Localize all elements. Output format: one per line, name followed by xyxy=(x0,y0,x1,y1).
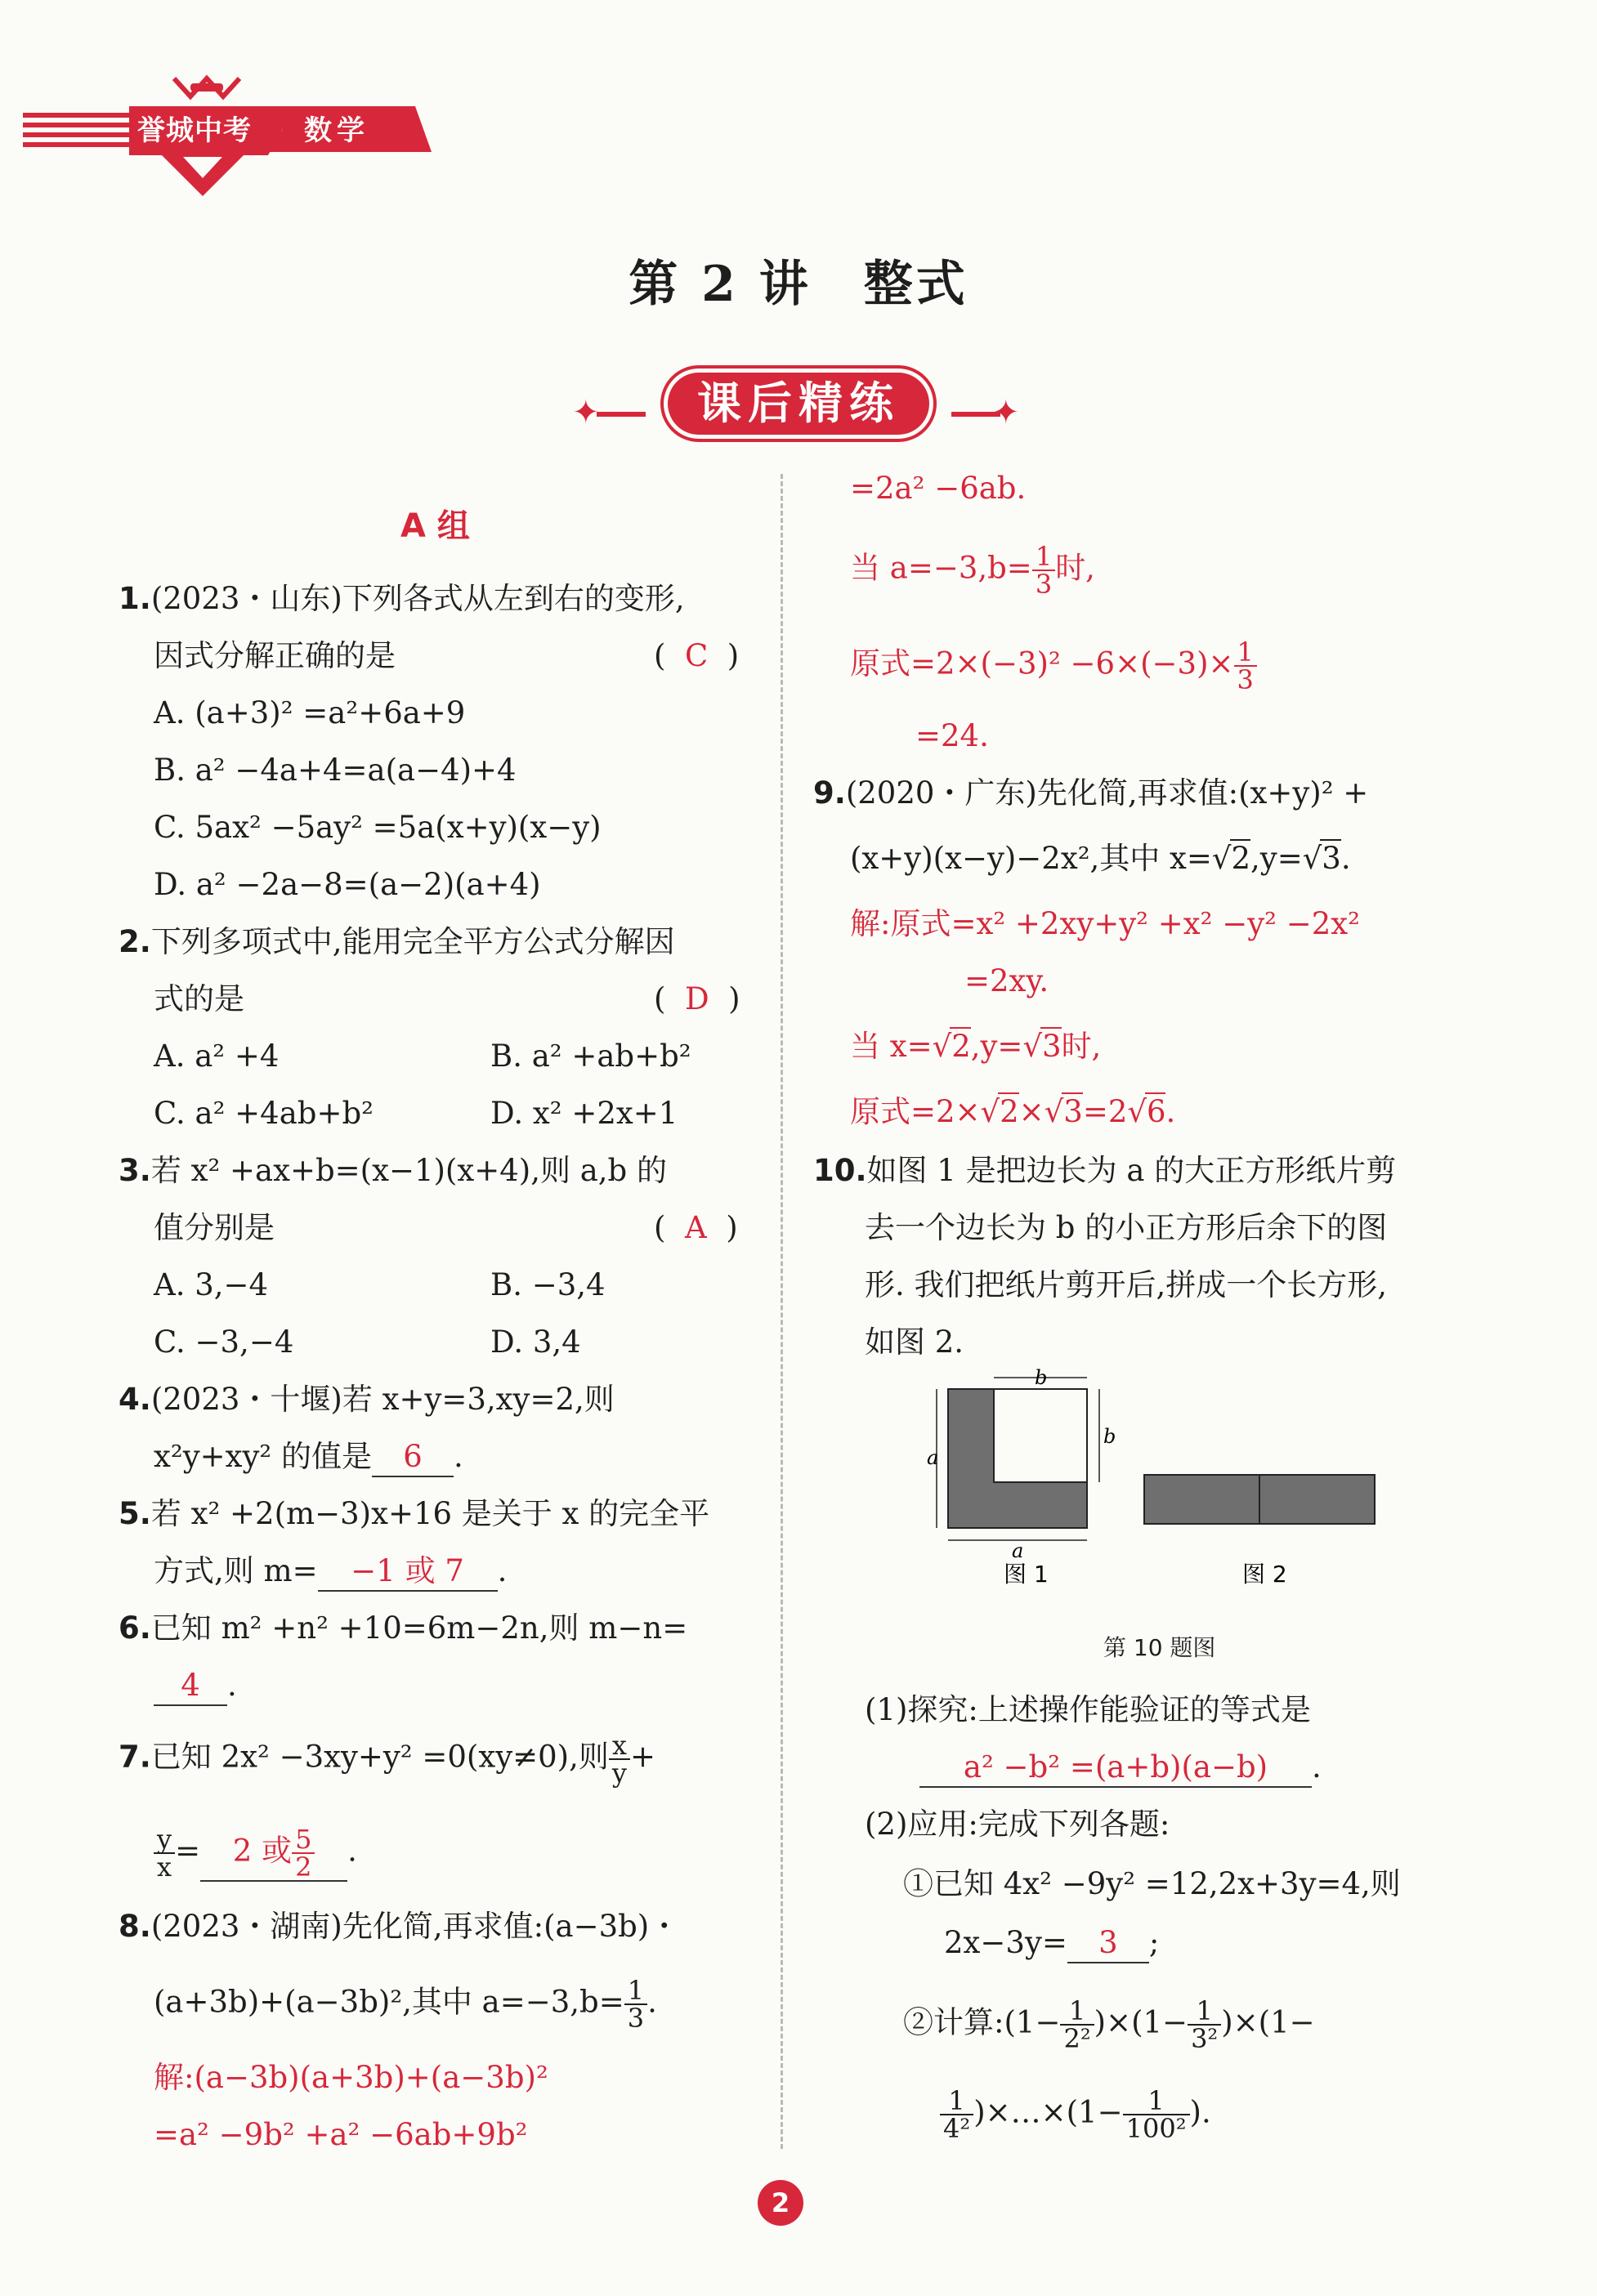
question-6-answer: 4 xyxy=(154,1667,227,1706)
question-10-figure xyxy=(927,1366,1389,1588)
question-10-part-2-1-answer: 3 xyxy=(1067,1924,1149,1963)
question-8-solution-3: =2a² −6ab. xyxy=(850,471,1027,506)
question-1-option-d: D. a² −2a−8=(a−2)(a+4) xyxy=(154,867,541,902)
question-10-part-2-2: ②计算:(1− $\frac{1}{\text{2²}}$ )×(1− $\frac{1}{\text{3²}}$ )×(1− xyxy=(903,1995,1315,2054)
question-9-solution-1: 解:原式=x² +2xy+y² +x² −y² −2x² xyxy=(850,906,1360,941)
figure-label-b-top: b xyxy=(1035,1366,1048,1389)
question-10-part-2-2-cont: $\frac{1}{\text{4²}}$ )×…×(1− $\frac{1}{\text{100²}}$ ). xyxy=(940,2088,1211,2142)
question-7-line-2: $\frac{y}{x}$ = 2 或 $\frac{5}{2}$ . xyxy=(154,1826,357,1882)
question-3-option-c: C. −3,−4 xyxy=(154,1324,294,1360)
star-icon: ✦ xyxy=(572,394,600,431)
question-2-option-a: A. a² +4 xyxy=(154,1039,280,1074)
question-8-solution-5: 原式=2×(−3)² −6×(−3)× $\frac{1}{3}$ xyxy=(850,639,1257,693)
question-8-line-2: (a+3b)+(a−3b)²,其中 a=−3,b= $\frac{1}{3}$ . xyxy=(154,1975,657,2034)
question-2-answer-bracket: ( D ) xyxy=(654,981,740,1016)
question-4-line-2: x²y+xy² 的值是 6 . xyxy=(154,1438,463,1477)
question-10-line-2: 去一个边长为 b 的小正方形后余下的图 xyxy=(865,1210,1388,1245)
question-3-line-2: 值分别是 xyxy=(154,1210,275,1245)
figure-1-caption: 图 1 xyxy=(1004,1561,1049,1588)
question-5-line-1: 5.若 x² +2(m−3)x+16 是关于 x 的完全平 xyxy=(119,1496,710,1531)
question-3-answer: A xyxy=(684,1210,707,1245)
question-1-line-2: 因式分解正确的是 xyxy=(154,638,396,673)
question-9-line-1: 9.(2020・广东)先化简,再求值:(x+y)² + xyxy=(813,775,1369,811)
question-10-part-1-answer-line: a² −b² =(a+b)(a−b) . xyxy=(919,1749,1322,1788)
question-9-line-2: (x+y)(x−y)−2x²,其中 x=√2,y=√3. xyxy=(850,841,1351,876)
figure-label-a-bottom: a xyxy=(1012,1539,1024,1562)
question-5-answer: −1 或 7 xyxy=(318,1552,498,1592)
question-2-option-d: D. x² +2x+1 xyxy=(490,1096,678,1131)
group-label: A 组 xyxy=(400,507,470,545)
question-2-answer: D xyxy=(684,981,709,1016)
figure-label-a-side: a xyxy=(927,1446,939,1469)
question-6-line-2: 4 . xyxy=(154,1667,237,1706)
figure-label-b-side: b xyxy=(1103,1425,1116,1448)
figure-title: 第 10 题图 xyxy=(1103,1634,1216,1661)
fraction-x-over-y: $\frac{x}{y}$ xyxy=(609,1732,630,1786)
star-icon: ✦ xyxy=(992,394,1020,431)
figure-1 xyxy=(937,1378,1099,1540)
question-4-line-1: 4.(2023・十堰)若 x+y=3,xy=2,则 xyxy=(119,1382,615,1417)
question-1-answer: C xyxy=(684,638,709,673)
page-number: 2 xyxy=(758,2180,803,2226)
column-divider xyxy=(781,474,783,2149)
section-title-label: 课后精练 xyxy=(668,373,929,435)
question-9-solution-3: 当 x=√2,y=√3时, xyxy=(850,1029,1102,1064)
question-10-part-2: (2)应用:完成下列各题: xyxy=(865,1807,1170,1842)
question-8-solution-2: =a² −9b² +a² −6ab+9b² xyxy=(154,2117,528,2152)
question-1-answer-bracket: ( C ) xyxy=(654,638,740,673)
question-3-option-b: B. −3,4 xyxy=(490,1267,606,1302)
question-3-answer-bracket: ( A ) xyxy=(654,1210,738,1245)
question-4-answer: 6 xyxy=(372,1438,454,1477)
figure-2 xyxy=(1144,1475,1375,1524)
question-10-part-2-1-answer-line: 2x−3y= 3 ; xyxy=(944,1924,1159,1963)
question-8-solution-1: 解:(a−3b)(a+3b)+(a−3b)² xyxy=(154,2060,548,2095)
question-10-line-4: 如图 2. xyxy=(865,1324,964,1360)
question-2-line-2: 式的是 xyxy=(154,981,244,1016)
question-8-solution-6: =24. xyxy=(915,718,989,753)
question-1-line-1: 1.(2023・山东)下列各式从左到右的变形, xyxy=(119,581,685,616)
question-10-part-1-answer: a² −b² =(a+b)(a−b) xyxy=(919,1749,1312,1788)
question-10-part-1: (1)探究:上述操作能验证的等式是 xyxy=(865,1692,1311,1727)
question-9-solution-4: 原式=2×√2×√3=2√6. xyxy=(850,1094,1176,1129)
question-3-line-1: 3.若 x² +ax+b=(x−1)(x+4),则 a,b 的 xyxy=(119,1153,667,1188)
question-3-option-d: D. 3,4 xyxy=(490,1324,581,1360)
question-5-line-2: 方式,则 m= −1 或 7 . xyxy=(154,1552,507,1592)
question-6-line-1: 6.已知 m² +n² +10=6m−2n,则 m−n= xyxy=(119,1610,688,1646)
question-2-line-1: 2.下列多项式中,能用完全平方公式分解因 xyxy=(119,924,675,959)
question-3-option-a: A. 3,−4 xyxy=(154,1267,269,1302)
question-7-line-1: 7.已知 2x² −3xy+y² =0(xy≠0),则 $\frac{x}{y}$ + xyxy=(119,1730,655,1789)
section-title xyxy=(0,373,1597,446)
question-10-line-3: 形. 我们把纸片剪开后,拼成一个长方形, xyxy=(865,1267,1388,1302)
question-10-part-2-1: ①已知 4x² −9y² =12,2x+3y=4,则 xyxy=(903,1866,1401,1901)
question-10-line-1: 10.如图 1 是把边长为 a 的大正方形纸片剪 xyxy=(813,1153,1397,1188)
subject-label: 数学 xyxy=(304,114,369,147)
figure-2-caption: 图 2 xyxy=(1242,1561,1287,1588)
question-1-option-b: B. a² −4a+4=a(a−4)+4 xyxy=(154,753,517,788)
question-1-option-c: C. 5ax² −5ay² =5a(x+y)(x−y) xyxy=(154,810,602,845)
fraction-y-over-x: $\frac{y}{x}$ xyxy=(154,1826,175,1880)
question-1-option-a: A. (a+3)² =a²+6a+9 xyxy=(154,695,466,730)
question-7-answer: 2 或 $\frac{5}{2}$ xyxy=(200,1826,347,1882)
question-8-solution-4: 当 a=−3,b= $\frac{1}{3}$ 时, xyxy=(850,541,1095,600)
brand-logo-text: 誉城中考 xyxy=(137,114,252,147)
question-2-option-c: C. a² +4ab+b² xyxy=(154,1096,374,1131)
page-title: 第 2 讲 整式 xyxy=(629,256,968,313)
question-2-option-b: B. a² +ab+b² xyxy=(490,1039,691,1074)
question-9-solution-2: =2xy. xyxy=(964,963,1049,998)
question-8-line-1: 8.(2023・湖南)先化简,再求值:(a−3b)・ xyxy=(119,1909,680,1944)
